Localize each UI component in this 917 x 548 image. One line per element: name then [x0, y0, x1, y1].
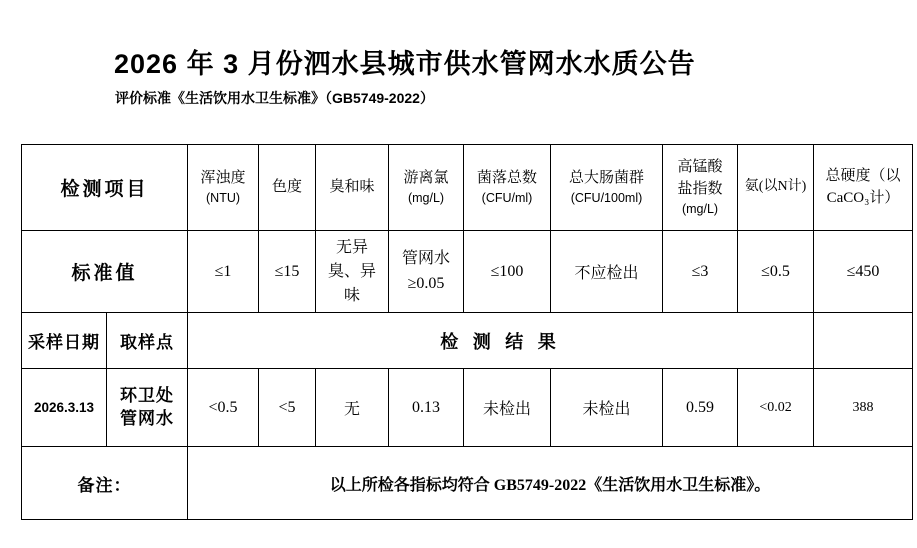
- standard-ammonia: ≤0.5: [738, 231, 814, 313]
- standard-color: ≤15: [259, 231, 316, 313]
- result-sampling-point-text: 环卫处管网水: [120, 386, 174, 428]
- header-color: [259, 145, 316, 231]
- sampling-date-label: 采样日期: [22, 313, 107, 369]
- sampling-header-row: [22, 313, 913, 369]
- sampling-point-label: 取样点: [107, 313, 188, 369]
- header-total-hardness: [814, 145, 913, 231]
- header-ammonia-name: 氨(以N计): [744, 179, 807, 195]
- standard-free-chlorine: [389, 231, 464, 313]
- standard-odor: [316, 231, 389, 313]
- result-odor: 无: [316, 369, 389, 447]
- result-date: 2026.3.13: [22, 369, 107, 447]
- header-permanganate-name-line2: 盐指数: [677, 181, 723, 198]
- header-turbidity-unit: (NTU): [206, 190, 241, 205]
- result-hardness: 388: [814, 369, 913, 447]
- header-color-name: 色度: [272, 178, 303, 195]
- result-chlorine: 0.13: [389, 369, 464, 447]
- header-bacteria-count-name: 菌落总数: [477, 170, 538, 187]
- standard-turbidity: ≤1: [188, 231, 259, 313]
- header-bacteria-count: [464, 145, 551, 231]
- standard-value-row: [22, 231, 913, 313]
- standard-coliform: 不应检出: [551, 231, 663, 313]
- standard-chlorine-line2: ≥0.05: [407, 274, 445, 292]
- header-free-chlorine-name: 游离氯: [403, 170, 449, 187]
- header-hardness-name-line2: CaCO₃计）: [826, 189, 900, 206]
- evaluation-standard-line: 评价标准《生活饮用水卫生标准》（GB5749-2022）: [115, 90, 434, 106]
- result-coliform: 未检出: [551, 369, 663, 447]
- result-color: <5: [259, 369, 316, 447]
- result-ammonia: <0.02: [738, 369, 814, 447]
- header-permanganate-name-line1: 高锰酸: [677, 159, 723, 176]
- result-sampling-point: [107, 369, 188, 447]
- header-total-coliform-name: 总大肠菌群: [569, 170, 645, 187]
- page-title: 2026 年 3 月份泗水县城市供水管网水水质公告: [114, 49, 696, 80]
- header-total-coliform-unit: (CFU/100ml): [570, 190, 643, 205]
- header-permanganate-unit: (mg/L): [681, 201, 719, 216]
- header-odor-name: 臭和味: [329, 178, 375, 195]
- sampling-header-empty-cell: [814, 313, 913, 369]
- remarks-label: 备注：: [22, 447, 188, 520]
- standard-bacteria: ≤100: [464, 231, 551, 313]
- standard-hardness: ≤450: [814, 231, 913, 313]
- header-total-coliform: [551, 145, 663, 231]
- result-turbidity: <0.5: [188, 369, 259, 447]
- header-bacteria-count-unit: (CFU/ml): [481, 190, 533, 205]
- header-free-chlorine-unit: (mg/L): [407, 190, 445, 205]
- remarks-row: [22, 447, 913, 520]
- standard-value-label: 标准值: [22, 231, 188, 313]
- header-permanganate-index: [663, 145, 738, 231]
- header-turbidity: [188, 145, 259, 231]
- header-odor: [316, 145, 389, 231]
- result-row: [22, 369, 913, 447]
- remarks-text: 以上所检各指标均符合 GB5749-2022《生活饮用水卫生标准》。: [188, 447, 913, 520]
- test-result-label: 检 测 结 果: [188, 313, 814, 369]
- header-hardness-name-line1: 总硬度（以: [825, 167, 901, 184]
- standard-chlorine-line1: 管网水: [402, 249, 451, 267]
- result-permanganate: 0.59: [663, 369, 738, 447]
- standard-odor-text: 无异臭、异味: [328, 238, 377, 304]
- header-row: [22, 145, 913, 231]
- header-free-chlorine: [389, 145, 464, 231]
- water-quality-table: [21, 144, 913, 520]
- standard-permanganate: ≤3: [663, 231, 738, 313]
- result-bacteria: 未检出: [464, 369, 551, 447]
- header-ammonia: [738, 145, 814, 231]
- header-turbidity-name: 浑浊度: [200, 170, 246, 187]
- header-test-items: 检测项目: [22, 145, 188, 231]
